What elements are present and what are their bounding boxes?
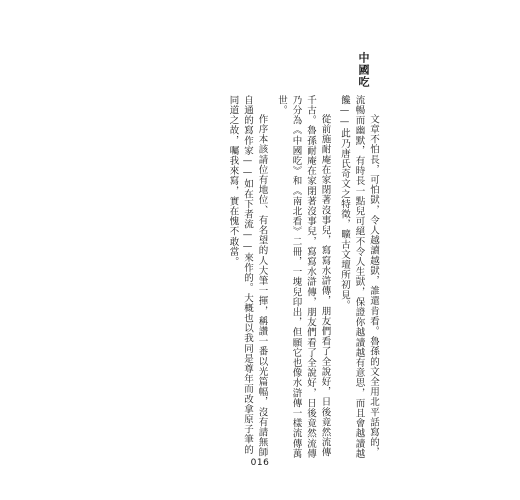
running-head: 中國吃	[357, 52, 370, 88]
text-line: 文章不怕長，可怕獃，令人越讀越獃，誰還肯看。魯孫的文全用北平話寫的，	[368, 114, 379, 458]
text-line: 流暢而幽默，有時長一點兒可絕不令人生獃，保證你越讀越有意思，而且會越讀越	[353, 95, 365, 459]
page-number: 016	[250, 458, 270, 468]
text-line: 千古。魯孫耐庵在家閉著沒事兒，寫寫水滸傳，朋友們看了全說好，日後竟然流傳	[305, 95, 316, 459]
text-line: 自通的寫作家——如在下者流——來作的。大概也以我同是尊年而改拿原子筆的	[242, 95, 253, 455]
text-line: 同道之故，囑我來寫，實在愧不敢當。	[227, 95, 239, 267]
text-line: 作序本該請位有地位、有名望的人大筆一揮，稱讚一番以光篇幅，沒有請無師	[256, 114, 268, 458]
text-line: 從前施耐庵在家閉著沒事兒，寫寫水滸傳，朋友們看了全說好，日後竟然流傳	[319, 114, 331, 458]
text-line: 饞——此乃唐氏奇文之特徵，曠古文壇所初見。	[339, 95, 350, 311]
text-line: 乃分為《中國吃》和《南北看》二冊，一塊兒印出，但願它也像水滸傳一樣流傳萬	[290, 95, 302, 459]
paragraph-3	[225, 95, 269, 458]
paragraph-1	[337, 95, 381, 459]
text-line: 世。	[276, 95, 287, 116]
paragraph-2	[274, 95, 332, 459]
body-text	[220, 95, 380, 459]
